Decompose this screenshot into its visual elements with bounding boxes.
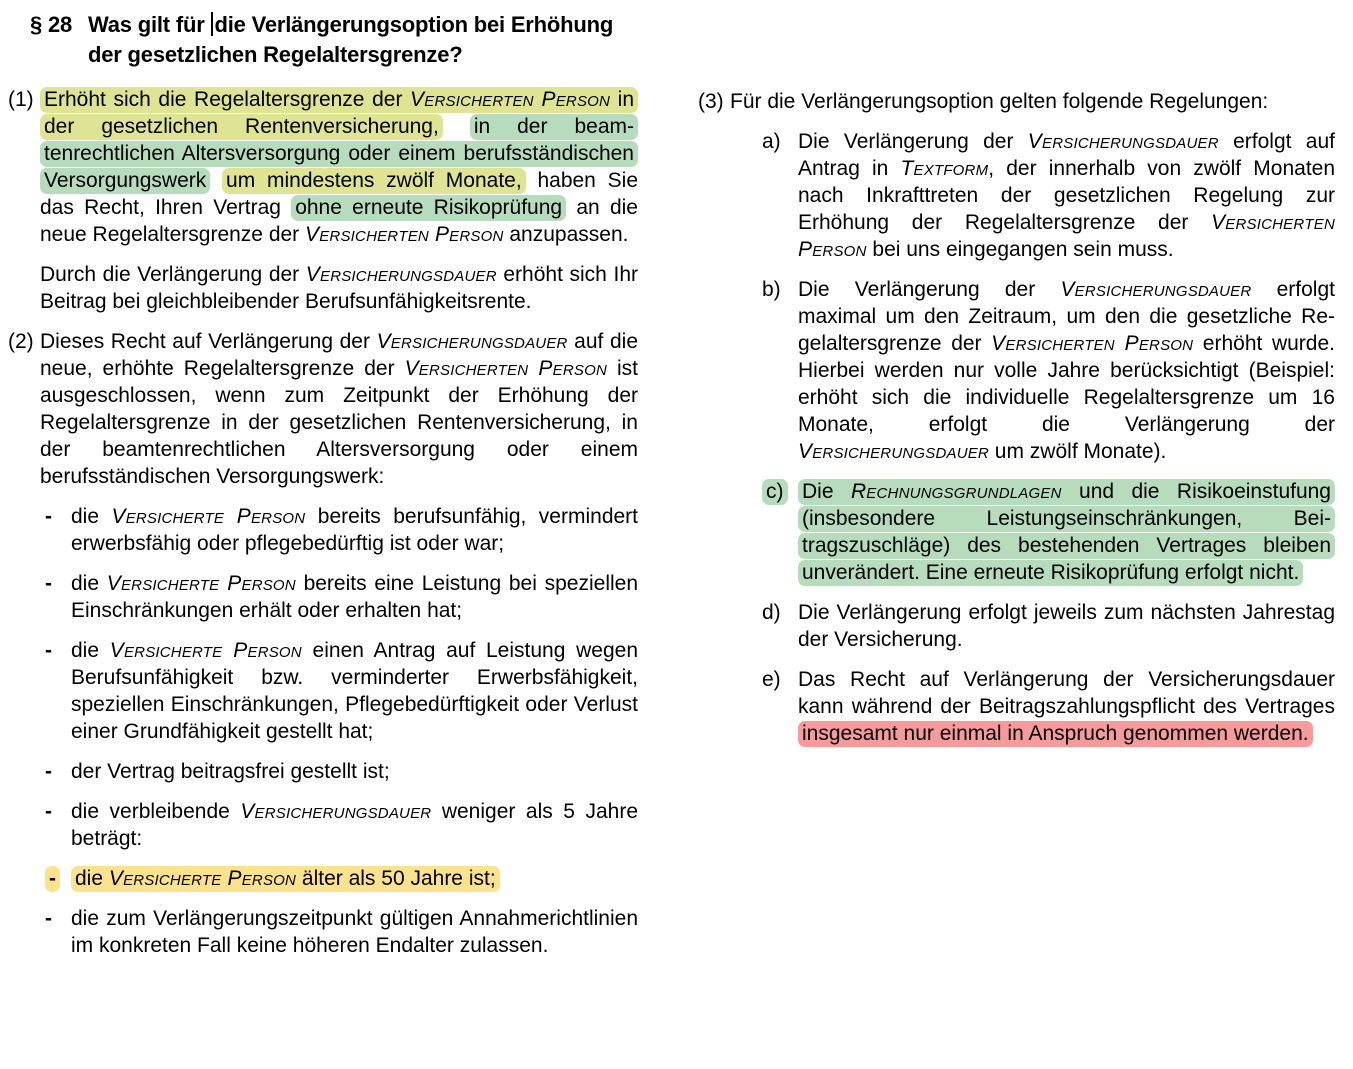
text-run: ist ausgeschlossen, wenn zum Zeitpunkt der Erhöhung der Regelaltersgrenze in der gesetzlichen Rentenversicherung, in der beamtenrechtlichen Altersversorgung oder einem berufsständischen Versorgungswerk:: [40, 357, 638, 488]
text-run: der Vertrag beitragsfrei gestellt ist;: [71, 760, 390, 783]
bullet-text: [71, 503, 638, 557]
letter-label: [762, 478, 798, 599]
lettered-item-text: [798, 599, 1335, 653]
text-run: d): [762, 601, 781, 624]
highlight-yellow: [45, 866, 60, 892]
text-run: Durch die Verlängerung der: [40, 263, 306, 286]
section-heading: [30, 10, 638, 70]
defined-term: Versicherte Person: [111, 505, 306, 528]
defined-term: Versicherungsdauer: [240, 800, 432, 823]
highlight-green: [291, 195, 566, 221]
clause-1: [8, 86, 638, 328]
defined-term: Versicherungsdauer: [305, 263, 497, 286]
text-run: [210, 169, 222, 192]
highlight-green: [798, 479, 1335, 586]
left-column: [8, 8, 638, 972]
bullet-item: [40, 503, 638, 570]
bullet-item: [40, 637, 638, 758]
defined-term: Textform: [900, 157, 989, 180]
defined-term: Versicherungsdauer: [798, 440, 989, 463]
bullet-text: [71, 865, 638, 892]
defined-term: Versicherten Person: [798, 211, 1335, 261]
section-number: § 28: [30, 12, 73, 37]
text-run: anzupassen.: [503, 223, 629, 246]
bullet-text: [71, 570, 638, 624]
lettered-item-text: [798, 128, 1335, 263]
text-run: auf die neue, erhöhte Regelaltersgrenze der: [40, 330, 639, 380]
letter-label: [762, 666, 798, 760]
bullet-item: [40, 905, 638, 972]
text-run: Erhöht sich die Regelaltersgrenze der: [44, 88, 411, 111]
clause-2-intro: [40, 328, 638, 490]
text-run: Die Verlängerung erfolgt jeweils zum nächsten Jahrestag der Versicherung.: [798, 601, 1335, 651]
text-run: b): [762, 278, 781, 301]
bullet-item: [40, 798, 638, 865]
section-title: [88, 10, 638, 70]
bullet-dash: [45, 758, 71, 798]
clause-3-intro: [730, 88, 1335, 115]
text-run: die: [71, 639, 110, 662]
defined-term: Versicherten Person: [404, 357, 607, 380]
text-run: in der beamtenrechtlichen Altersversorgung oder einem berufsständischen Versorgungswerk: [44, 115, 634, 192]
lettered-item-text: [798, 666, 1335, 747]
lettered-item-c-highlighted: [730, 478, 1335, 599]
text-run: a): [762, 130, 781, 153]
bullet-item: [40, 758, 638, 798]
bullet-dash: [45, 798, 71, 865]
text-run: die: [71, 505, 112, 528]
text-run: an die neue Regelaltersgrenze der: [40, 196, 638, 246]
text-run: bereits berufsunfähig, vermindert erwerbsfähig oder pflegebedürftig ist oder war;: [71, 505, 639, 555]
lettered-item-e: [730, 666, 1335, 760]
text-run: Dieses Recht auf Verlängerung der: [40, 330, 377, 353]
text-run: -: [45, 639, 52, 662]
text-run: haben Sie das Recht, Ihren Vertrag: [40, 169, 638, 219]
clause-1-body: [40, 86, 638, 328]
text-run: -: [45, 760, 52, 783]
defined-term: Versicherte Person: [108, 867, 297, 890]
highlight-red: [798, 721, 1313, 747]
bullet-item: [40, 570, 638, 637]
bullet-dash: [45, 865, 71, 905]
text-run: in der gesetzlichen Rentenversicherung,: [44, 88, 634, 138]
highlight-green: [762, 479, 788, 505]
text-run: um zwölf Monate).: [988, 440, 1167, 463]
bullet-dash: [45, 905, 71, 972]
clause-2-number: [8, 328, 40, 972]
defined-term: Versicherten Person: [305, 223, 504, 246]
text-run: ohne erneute Risikoprüfung: [295, 196, 563, 219]
defined-term: Versicherte Person: [109, 639, 302, 662]
defined-term: Versicherungsdauer: [1060, 278, 1252, 301]
text-run: erfolgt auf Antrag in: [798, 130, 1335, 180]
clause-1-paragraph-2: [40, 261, 638, 315]
section-title-line-2: der gesetzlichen Regelaltersgrenze?: [88, 42, 463, 67]
two-column-layout: [8, 8, 1335, 972]
defined-term: Versicherungsdauer: [1027, 130, 1219, 153]
text-run: , der innerhalb von zwölf Monaten nach Inkrafttreten der gesetzlichen Regelung zur Erhöhung der Regelaltersgrenze der: [798, 157, 1336, 234]
bullet-text: [71, 637, 638, 745]
text-run: (1): [8, 88, 34, 111]
text-run: Für die Verlängerungsoption gelten folgende Regelungen:: [730, 90, 1269, 113]
text-run: älter als 50 Jahre ist;: [296, 867, 496, 890]
clause-2-body: [40, 328, 638, 972]
lettered-item-b: [730, 276, 1335, 478]
defined-term: Versicherten Person: [410, 88, 611, 111]
bullet-item-highlighted: [40, 865, 638, 905]
letter-label: [762, 276, 798, 478]
text-run: bei uns eingegangen sein muss.: [866, 238, 1174, 261]
text-run: Das Recht auf Verlängerung der Versicherungsdauer kann während der Beitragszahlungspflicht des Vertrages: [798, 668, 1335, 718]
text-run: Die Verlängerung der: [798, 278, 1061, 301]
text-run: -: [45, 572, 52, 595]
bullet-text: [71, 905, 638, 959]
text-run: Was gilt für: [88, 12, 211, 37]
text-run: die: [75, 867, 109, 890]
text-run: erhöht wurde. Hierbei werden nur volle Jahre berücksichtigt (Beispiel: erhöht sich die individuelle Regelaltersgrenze um 16 Monate, erfolgt die Verlängerung der: [798, 332, 1335, 436]
bullet-dash: [45, 637, 71, 758]
lettered-item-text: [798, 478, 1335, 586]
text-run: erfolgt maximal um den Zeitraum, um den die gesetzliche Regelaltersgrenze der: [798, 278, 1335, 355]
clause-1-paragraph-1: [40, 86, 638, 248]
lettered-item-d: [730, 599, 1335, 666]
text-run: -: [45, 505, 52, 528]
clause-1-number: [8, 86, 40, 328]
bullet-dash: [45, 570, 71, 637]
text-run: die zum Verlängerungszeitpunkt gültigen Annahmerichtlinien im konkreten Fall keine höheren Endalter zulassen.: [71, 907, 638, 957]
text-run: um mindestens zwölf Monate,: [226, 169, 522, 192]
text-run: insgesamt nur einmal in Anspruch genommen werden.: [802, 722, 1309, 745]
text-run: weniger als 5 Jahre beträgt:: [71, 800, 639, 850]
text-run: (2): [8, 330, 34, 353]
bullet-dash: [45, 503, 71, 570]
letter-label: [762, 599, 798, 666]
defined-term: Rechnungsgrundlagen: [850, 480, 1062, 503]
defined-term: Versicherte Person: [106, 572, 296, 595]
defined-term: Versicherungsdauer: [376, 330, 568, 353]
text-run: erhöht sich Ihr Beitrag bei gleichbleibender Berufsunfähigkeitsrente.: [40, 263, 638, 313]
bullet-text: [71, 758, 638, 785]
letter-label: [762, 128, 798, 276]
highlight-olive: [222, 168, 526, 194]
bullet-text: [71, 798, 638, 852]
text-run: die Verlängerungsoption bei Erhöhung: [214, 12, 614, 37]
text-run: bereits eine Leistung bei speziellen Einschränkungen erhält oder erhalten hat;: [71, 572, 639, 622]
defined-term: Versicherten Person: [991, 332, 1194, 355]
clause-3-number: [698, 88, 730, 760]
lettered-item-text: [798, 276, 1335, 465]
text-run: -: [45, 800, 52, 823]
text-run: einen Antrag auf Leistung wegen Berufsunfähigkeit bzw. verminderter Erwerbsfähigkeit, speziellen Einschränkungen, Pflegebedürftigkeit oder Verlust einer Grundfähigkeit gestellt hat;: [71, 639, 639, 743]
clause-3-body: [730, 88, 1335, 760]
text-run: die: [71, 572, 107, 595]
text-run: Die Verlängerung der: [798, 130, 1028, 153]
right-column: [698, 8, 1335, 972]
lettered-item-a: [730, 128, 1335, 276]
text-run: (3): [698, 90, 724, 113]
text-run: e): [762, 668, 781, 691]
clause-2: [8, 328, 638, 972]
text-run: die verbleibende: [71, 800, 241, 823]
text-run: c): [766, 480, 784, 503]
section-title-line-1: [88, 10, 638, 40]
text-run: und die Risikoeinstufung (insbesondere Leistungseinschränkungen, Beitragszuschläge) des bestehenden Vertrages bleiben unverändert. Eine erneute Risikoprüfung erfolgt nicht.: [802, 480, 1331, 584]
text-run: -: [45, 907, 52, 930]
highlight-yellow: [71, 866, 500, 892]
text-run: [443, 115, 470, 138]
text-run: Die: [802, 480, 851, 503]
text-run: -: [49, 867, 56, 890]
clause-3: [698, 88, 1335, 760]
